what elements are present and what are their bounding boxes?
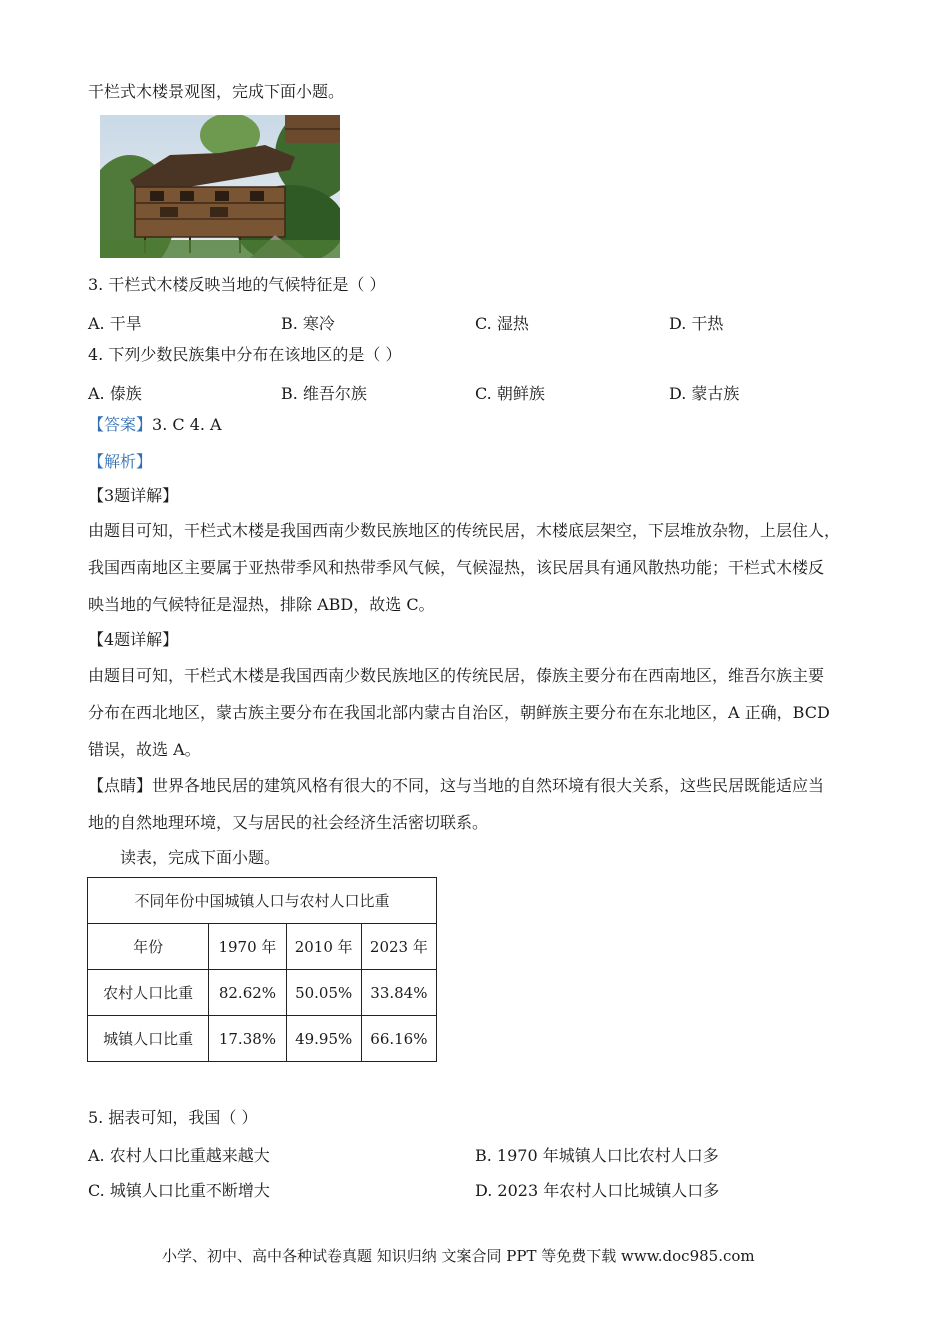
d4-title: 【4题详解】 [88,630,179,649]
tip-line-2: 地的自然地理环境，又与居民的社会经济生活密切联系。 [88,813,489,832]
d4-line-1: 由题目可知，干栏式木楼是我国西南少数民族地区的传统民居，傣族主要分布在西南地区，维吾尔族主要 [88,666,825,685]
table-header-cell: 2010 年 [286,924,361,970]
table-row [88,1016,437,1062]
d3-line-3: 映当地的气候特征是湿热，排除 ABD，故选 C。 [88,595,435,614]
q3-option-c: C. 湿热 [475,314,529,333]
read-table-prompt: 读表，完成下面小题。 [120,848,281,867]
d3-title: 【3题详解】 [88,486,179,505]
table-cell: 66.16% [361,1016,436,1062]
table-header-cell: 年份 [88,924,209,970]
table-row [88,970,437,1016]
tip-line-1: 【点睛】世界各地民居的建筑风格有很大的不同，这与当地的自然环境有很大关系，这些民居既能适应当 [88,776,825,795]
q4-stem: 4. 下列少数民族集中分布在该地区的是（ ） [88,345,402,364]
table-caption-row [88,878,437,924]
answer-line [88,415,222,435]
table-cell: 17.38% [209,1016,286,1062]
table-cell: 33.84% [361,970,436,1016]
intro-text: 干栏式木楼景观图，完成下面小题。 [88,82,345,101]
q4-option-d: D. 蒙古族 [669,384,740,403]
answer-tag: 【答案】 [88,415,153,434]
answer-text: 3. C 4. A [152,415,222,434]
d3-line-1: 由题目可知，干栏式木楼是我国西南少数民族地区的传统民居，木楼底层架空，下层堆放杂物，上层住人， [88,521,841,540]
table-header-cell: 2023 年 [361,924,436,970]
q4-option-b: B. 维吾尔族 [281,384,367,403]
table-caption: 不同年份中国城镇人口与农村人口比重 [88,878,437,924]
q3-option-a: A. 干旱 [88,314,142,333]
d3-line-2: 我国西南地区主要属于亚热带季风和热带季风气候，气候湿热，该民居具有通风散热功能；干栏式木楼反 [88,558,825,577]
table-cell: 农村人口比重 [88,970,209,1016]
q5-option-d: D. 2023 年农村人口比城镇人口多 [475,1181,720,1200]
page-footer: 小学、初中、高中各种试卷真题 知识归纳 文案合同 PPT 等免费下载 www.doc985.com [162,1247,755,1265]
table-cell: 49.95% [286,1016,361,1062]
table-header-row [88,924,437,970]
q5-stem: 5. 据表可知，我国（ ） [88,1108,258,1127]
q5-option-c: C. 城镇人口比重不断增大 [88,1181,270,1200]
q3-option-b: B. 寒冷 [281,314,335,333]
table-cell: 82.62% [209,970,286,1016]
table-header-cell: 1970 年 [209,924,286,970]
table-cell: 50.05% [286,970,361,1016]
analysis-tag: 【解析】 [88,452,153,471]
table-cell: 城镇人口比重 [88,1016,209,1062]
d4-line-2: 分布在西北地区，蒙古族主要分布在我国北部内蒙古自治区，朝鲜族主要分布在东北地区，A 正确，BCD [88,703,830,722]
q4-option-a: A. 傣族 [88,384,142,403]
stilt-house-photo [100,115,340,258]
q3-stem: 3. 干栏式木楼反映当地的气候特征是（ ） [88,275,386,294]
q3-option-d: D. 干热 [669,314,724,333]
q4-option-c: C. 朝鲜族 [475,384,545,403]
q5-option-a: A. 农村人口比重越来越大 [88,1146,270,1165]
population-table [87,877,437,1062]
d4-line-3: 错误，故选 A。 [88,740,201,759]
q5-option-b: B. 1970 年城镇人口比农村人口多 [475,1146,719,1165]
